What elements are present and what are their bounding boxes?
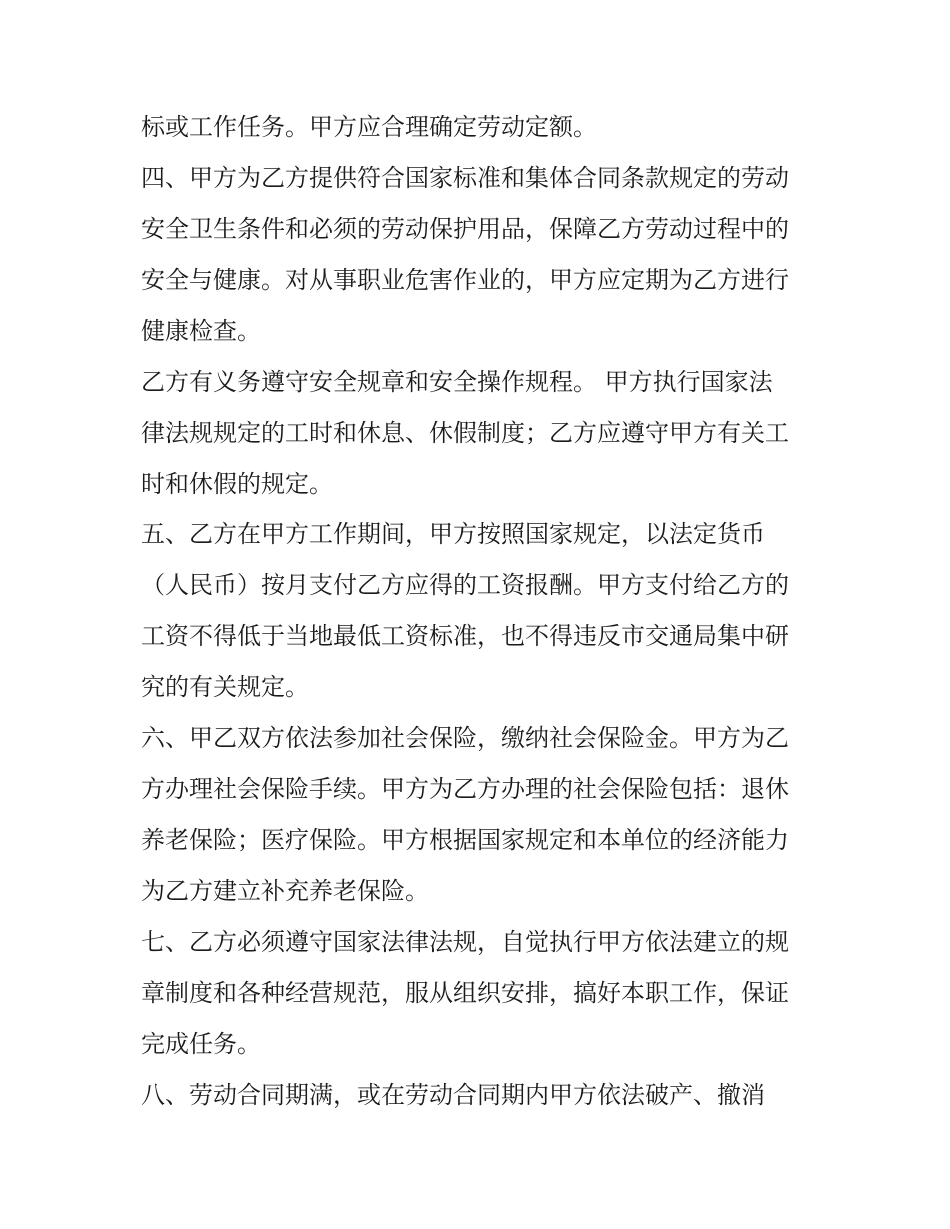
text-line: 健康检查。 [141, 317, 261, 345]
text-line: 八、劳动合同期满，或在劳动合同期内甲方依法破产、撤消 [141, 1081, 765, 1109]
text-line: 四、甲方为乙方提供符合国家标准和集体合同条款规定的劳动 [141, 164, 789, 192]
text-line: 标或工作任务。甲方应合理确定劳动定额。 [141, 113, 597, 141]
text-line: 究的有关规定。 [141, 673, 309, 701]
text-line: 律法规规定的工时和休息、休假制度；乙方应遵守甲方有关工 [141, 419, 789, 447]
text-line: 工资不得低于当地最低工资标准，也不得违反市交通局集中研 [141, 622, 789, 650]
text-line: 完成任务。 [141, 1030, 261, 1058]
text-line: 乙方有义务遵守安全规章和安全操作规程。 甲方执行国家法 [141, 368, 773, 396]
text-line: 章制度和各种经营规范，服从组织安排，搞好本职工作，保证 [141, 979, 789, 1007]
text-line: 六、甲乙双方依法参加社会保险，缴纳社会保险金。甲方为乙 [141, 724, 789, 752]
text-line: 安全与健康。对从事职业危害作业的，甲方应定期为乙方进行 [141, 266, 789, 294]
text-line: 养老保险；医疗保险。甲方根据国家规定和本单位的经济能力 [141, 826, 789, 854]
text-line: 五、乙方在甲方工作期间，甲方按照国家规定，以法定货币 [141, 520, 765, 548]
text-line: 七、乙方必须遵守国家法律法规，自觉执行甲方依法建立的规 [141, 928, 789, 956]
text-line: 安全卫生条件和必须的劳动保护用品，保障乙方劳动过程中的 [141, 215, 789, 243]
text-line: 方办理社会保险手续。甲方为乙方办理的社会保险包括：退休 [141, 775, 789, 803]
text-line: （人民币）按月支付乙方应得的工资报酬。甲方支付给乙方的 [141, 571, 789, 599]
text-line: 为乙方建立补充养老保险。 [141, 877, 429, 905]
text-line: 时和休假的规定。 [141, 470, 333, 498]
